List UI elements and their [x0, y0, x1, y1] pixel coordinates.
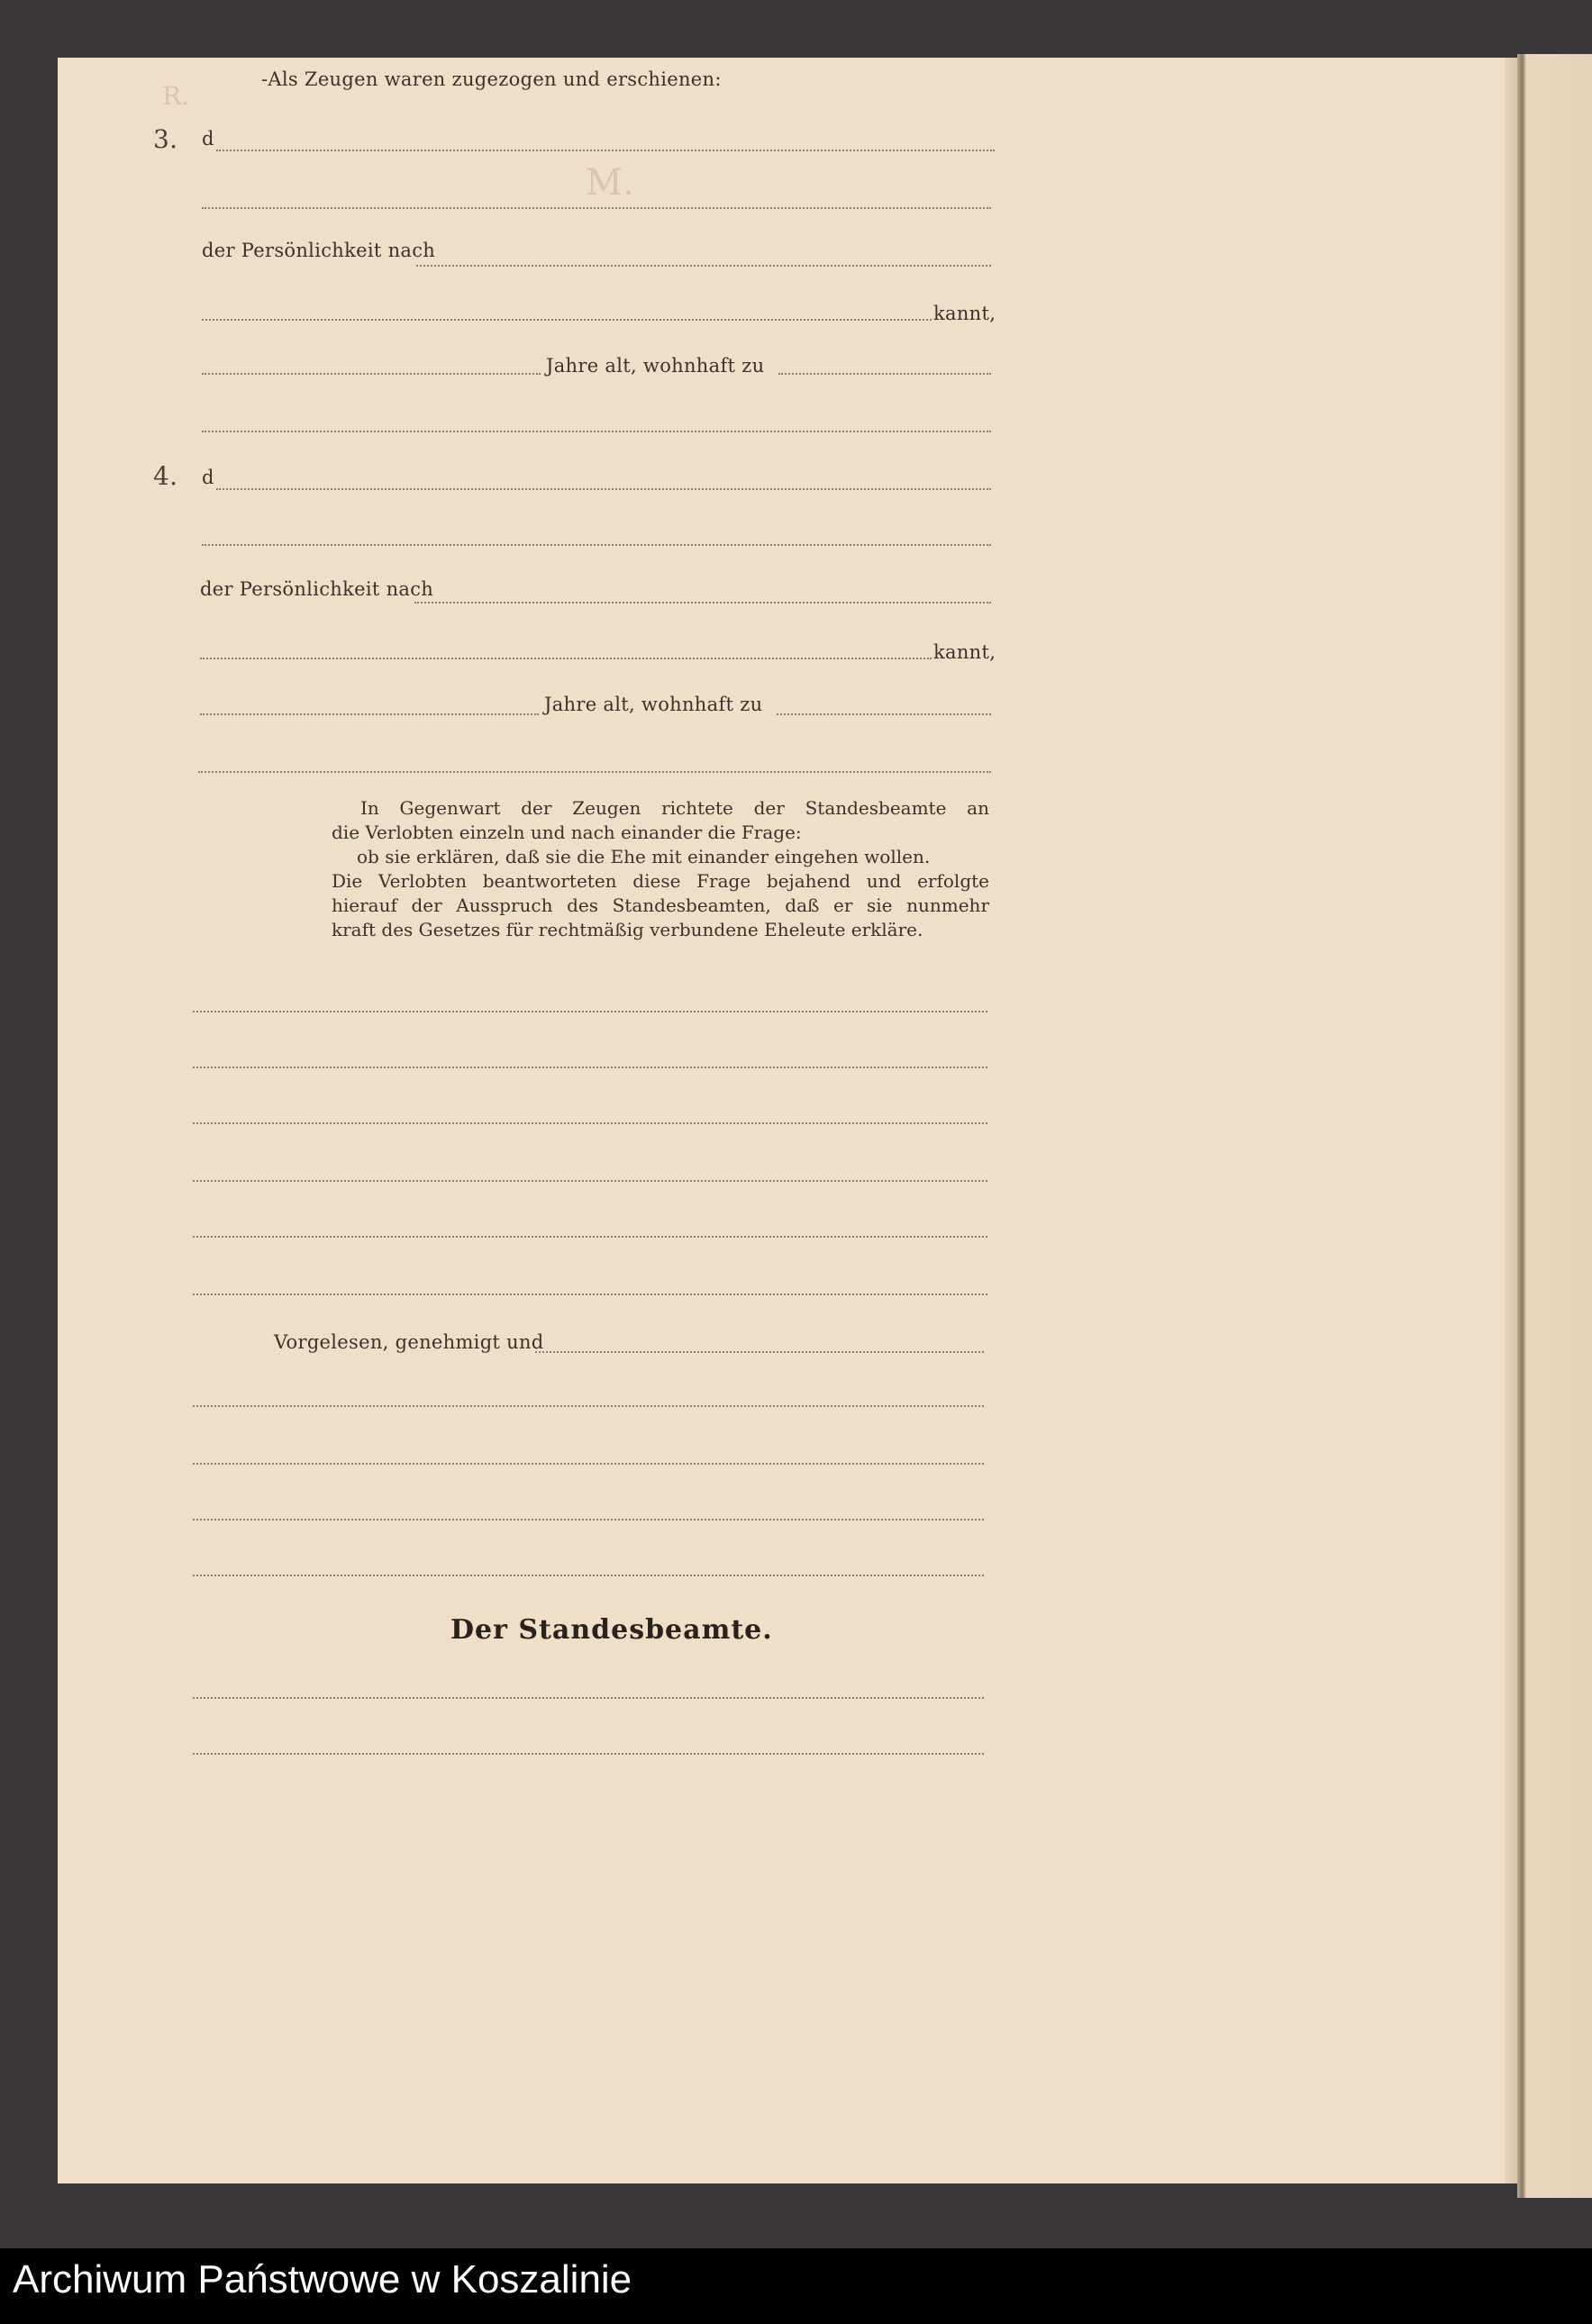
fill-line — [202, 207, 991, 209]
witness-3-number: 3. — [153, 124, 178, 154]
bleed-through-mark: R. — [162, 81, 189, 111]
witness-4-personal-label: der Persönlichkeit nach — [200, 578, 434, 600]
witness-3-age-label: Jahre alt, wohnhaft zu — [546, 355, 765, 377]
registrar-signature-title: Der Standesbeamte. — [450, 1614, 773, 1646]
fill-line — [535, 1351, 984, 1353]
witness-3-d: d — [202, 128, 214, 150]
fill-line — [200, 658, 932, 659]
fill-line — [193, 1519, 984, 1521]
witness-4-kannt: kannt, — [933, 641, 996, 663]
fill-line — [200, 713, 539, 715]
marriage-declaration-paragraph — [332, 796, 989, 942]
fill-line — [193, 1011, 987, 1012]
fill-line — [416, 265, 991, 267]
witness-4-d: d — [202, 467, 214, 488]
fill-line — [216, 488, 991, 490]
declaration-line: kraft des Gesetzes für rechtmäßig verbundene Eheleute erkläre. — [332, 919, 923, 940]
declaration-line: die Verlobten einzeln und nach einander die Frage: — [332, 822, 802, 843]
fill-line — [193, 1122, 987, 1124]
next-page-edge — [1517, 54, 1592, 2198]
fill-line — [198, 771, 991, 773]
fill-line — [202, 373, 541, 375]
signature-line — [193, 1753, 984, 1755]
fill-line — [202, 544, 991, 546]
fill-line — [193, 1575, 984, 1576]
fill-line — [193, 1405, 984, 1407]
declaration-line: Die Verlobten beantworteten diese Frage bejahend und erfolgte — [332, 870, 989, 892]
signature-line — [193, 1697, 984, 1699]
fill-line — [414, 602, 991, 604]
fill-line — [216, 150, 995, 151]
fill-line — [193, 1463, 984, 1465]
witness-3-personal-label: der Persönlichkeit nach — [202, 240, 436, 261]
declaration-line: hierauf der Ausspruch des Standesbeamten, daß er sie nunmehr — [332, 894, 989, 916]
witness-4-number: 4. — [153, 461, 178, 491]
fill-line — [193, 1180, 987, 1182]
fill-line — [193, 1067, 987, 1068]
bleed-through-mark: M. — [586, 162, 634, 204]
witness-4-age-label: Jahre alt, wohnhaft zu — [544, 694, 763, 715]
declaration-line: ob sie erklären, daß sie die Ehe mit einander eingehen wollen. — [357, 846, 931, 867]
fill-line — [202, 431, 991, 432]
fill-line — [778, 373, 991, 375]
witness-3-kannt: kannt, — [933, 303, 996, 324]
form-page — [58, 58, 1517, 2183]
fill-line — [202, 319, 932, 321]
witnesses-intro: -Als Zeugen waren zugezogen und erschienen: — [261, 68, 722, 90]
fill-line — [777, 713, 991, 715]
declaration-line: In Gegenwart der Zeugen richtete der Standesbeamte an — [360, 797, 989, 819]
fill-line — [193, 1236, 987, 1238]
read-approved-label: Vorgelesen, genehmigt und — [274, 1331, 544, 1353]
fill-line — [193, 1294, 987, 1295]
binding-strip — [1505, 58, 1517, 2183]
archive-name: Archiwum Państwowe w Koszalinie — [13, 2257, 632, 2301]
